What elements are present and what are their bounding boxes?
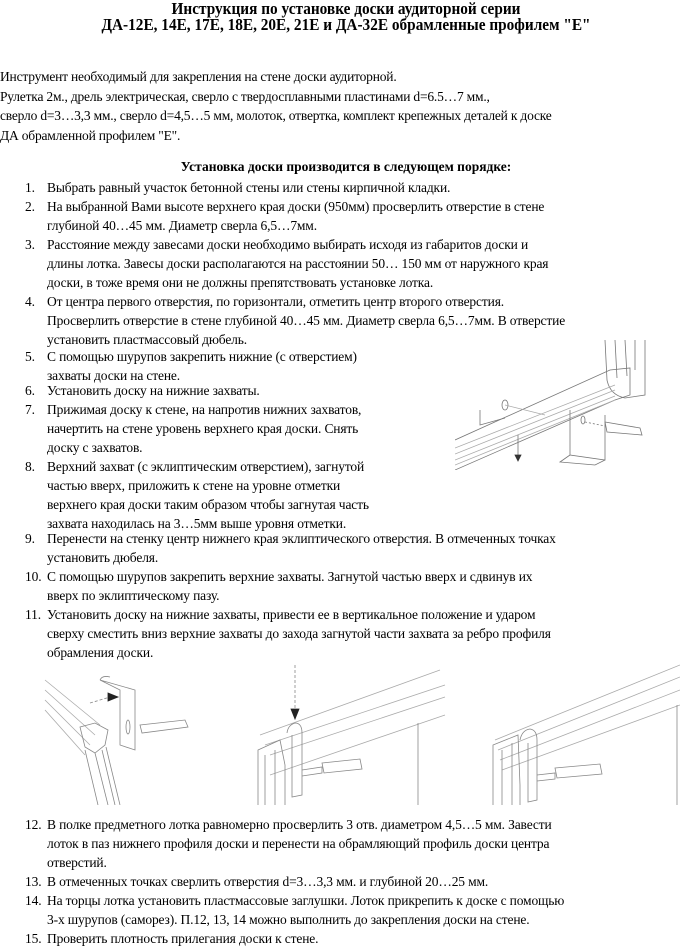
- upper-bracket: [287, 723, 302, 797]
- step-number: 4.: [25, 294, 35, 309]
- step-text-line: Установить доску на нижние захваты.: [47, 383, 260, 398]
- illustration-step-b: [258, 665, 445, 805]
- dowel: [140, 720, 188, 733]
- step-text-line: 3-х шурупов (саморез). П.12, 13, 14 можно выполнить до закрепления доски на стене.: [47, 912, 530, 927]
- step-number: 10.: [25, 569, 42, 584]
- step-text-line: Перенести на стенку центр нижнего края эклиптического отверстия. В отмеченных точках: [47, 531, 556, 546]
- step-text-line: На торцы лотка установить пластмассовые заглушки. Лоток прикрепить к доске с помощью: [47, 893, 565, 908]
- step-text-line: Расстояние между завесами доски необходимо выбирать исходя из габаритов доски и: [47, 237, 529, 252]
- step-number: 3.: [25, 237, 35, 252]
- step-text-line: На выбранной Вами высоте верхнего края доски (950мм) просверлить отверстие в стене: [47, 199, 545, 214]
- step-text-line: В полке предметного лотка равномерно просверлить 3 отв. диаметром 4,5…5 мм. Завести: [47, 817, 552, 832]
- step-text: [47, 197, 544, 235]
- step-text-line: установить дюбеля.: [47, 550, 159, 565]
- illustration-step-a: [45, 676, 188, 805]
- arrow-down-icon: [291, 709, 299, 719]
- upper-bracket-illustrations: [40, 655, 680, 805]
- step-number: 2.: [25, 199, 35, 214]
- step-text: [47, 381, 260, 400]
- step-text: [47, 567, 532, 605]
- step-text: [47, 529, 556, 567]
- step-text-line: частью вверх, приложить к стене на уровне отметки: [47, 478, 341, 493]
- document-title-line-1: Инструкция по установке доски аудиторной серии: [171, 0, 521, 18]
- step-text-line: С помощью шурупов закрепить нижние (с отверстием): [47, 349, 357, 364]
- step-text-line: начертить на стене уровень верхнего края доски. Снять: [47, 421, 359, 436]
- step-text-line: верхнего края доски таким образом чтобы загнутая часть: [47, 497, 369, 512]
- step-number: 13.: [25, 874, 42, 889]
- step-text-line: обрамления доски.: [47, 645, 154, 660]
- step-text-line: глубиной 40…45 мм. Диаметр сверла 6,5…7мм.: [47, 218, 317, 233]
- step-text: [47, 872, 488, 891]
- intro-line: Инструмент необходимый для закрепления на стене доски аудиторной.: [0, 69, 397, 84]
- step-text-line: длины лотка. Завесы доски располагаются на расстоянии 50… 150 мм от наружного края: [47, 256, 549, 271]
- dowel: [555, 764, 602, 778]
- step-text: [47, 347, 357, 385]
- dowel: [605, 422, 642, 435]
- step-text-line: отверстий.: [47, 855, 107, 870]
- step-text: [47, 815, 552, 872]
- dowel: [322, 759, 362, 773]
- step-text: [47, 457, 369, 533]
- step-text-line: лоток в паз нижнего профиля доски и перенести на обрамляющий профиль доски центра: [47, 836, 550, 851]
- step-text-line: установить пластмассовый дюбель.: [47, 332, 247, 347]
- arrow-down-icon: [515, 455, 521, 461]
- intro-line: Рулетка 2м., дрель электрическая, сверло с твердосплавными пластинами d=6.5…7 мм.,: [0, 88, 490, 104]
- illustration-step-c: [493, 665, 680, 805]
- step-number: 1.: [25, 180, 35, 195]
- intro-line: ДА обрамленной профилем "Е".: [0, 127, 181, 143]
- step-text-line: Установить доску на нижние захваты, привести ее в вертикальное положение и ударом: [47, 607, 536, 622]
- step-number: 11.: [25, 607, 41, 622]
- step-text-line: С помощью шурупов закрепить верхние захваты. Загнутой частью вверх и сдвинув их: [47, 569, 533, 584]
- bottom-bracket-illustration: [455, 340, 692, 470]
- step-text: [47, 891, 564, 929]
- step-number: 8.: [25, 459, 35, 474]
- step-text-line: вверх по эклиптическому пазу.: [47, 588, 220, 603]
- step-text: [47, 235, 548, 292]
- step-number: 15.: [25, 931, 42, 946]
- step-number: 12.: [25, 817, 42, 832]
- step-text: [47, 605, 551, 662]
- step-text-line: Выбрать равный участок бетонной стены или стены кирпичной кладки.: [47, 180, 451, 195]
- step-text-line: захвата находилась на 3…5мм выше уровня отметки.: [47, 516, 347, 531]
- upper-bracket: [100, 680, 135, 750]
- step-text-line: От центра первого отверстия, по горизонтали, отметить центр второго отверстия.: [47, 294, 504, 309]
- step-number: 6.: [25, 383, 35, 398]
- step-text-line: сверху сместить вниз верхние захваты до захода загнутой части захвата за ребро профиля: [47, 626, 551, 641]
- step-text-line: доску с захватов.: [47, 440, 143, 455]
- board-frame-corner: [605, 340, 645, 398]
- document-title-line-2: ДА-12Е, 14Е, 17Е, 18Е, 20Е, 21Е и ДА-32Е обрамленные профилем "Е": [101, 15, 591, 34]
- step-text-line: Просверлить отверстие в стене глубиной 40…45 мм. Диаметр сверла 6,5…7мм. В отверстие: [47, 313, 566, 328]
- step-number: 7.: [25, 402, 35, 417]
- section-heading: Установка доски производится в следующем порядке:: [180, 159, 512, 174]
- step-text: [47, 178, 450, 197]
- step-text: [47, 929, 318, 948]
- step-text-line: захваты доски на стене.: [47, 368, 180, 383]
- step-text-line: В отмеченных точках сверлить отверстия d=3…3,3 мм. и глубиной 20…25 мм.: [47, 874, 489, 889]
- tools-intro: [0, 67, 692, 145]
- step-number: 5.: [25, 349, 35, 364]
- step-text-line: доски, в тоже время они не должны препятствовать установке лотка.: [47, 275, 434, 290]
- step-text-line: Прижимая доску к стене, на напротив нижних захватов,: [47, 402, 362, 417]
- intro-line: сверло d=3…3,3 мм., сверло d=4,5…5 мм, молоток, отвертка, комплект крепежных деталей к доске: [0, 108, 552, 123]
- step-text: [47, 400, 361, 457]
- arrow-right-icon: [108, 693, 118, 701]
- step-number: 9.: [25, 531, 35, 546]
- step-text-line: Верхний захват (с эклиптическим отверстием), загнутой: [47, 459, 365, 474]
- step-number: 14.: [25, 893, 42, 908]
- step-text-line: Проверить плотность прилегания доски к стене.: [47, 931, 319, 946]
